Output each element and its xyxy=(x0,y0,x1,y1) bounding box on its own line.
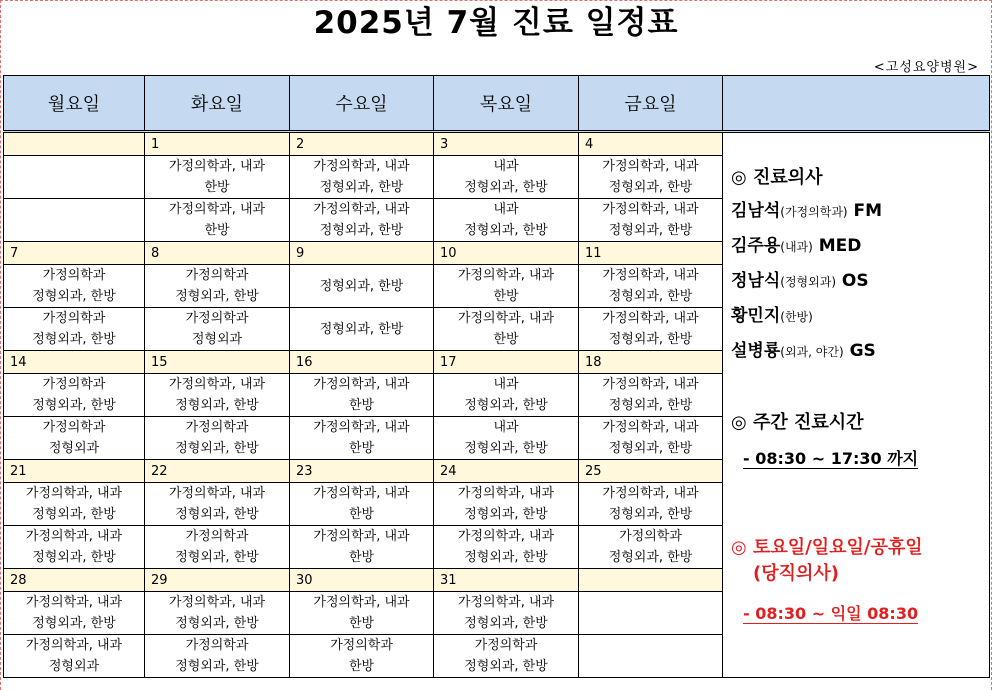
doctor-entry xyxy=(731,199,989,224)
doctor-entry xyxy=(731,339,989,364)
dept-cell-tue: 가정의학과 정형외과 xyxy=(145,308,290,351)
day-header-blank xyxy=(723,76,990,132)
hours-text xyxy=(731,446,989,469)
doctor-entry xyxy=(731,304,989,329)
date-cell-thu: 31 xyxy=(434,569,579,592)
date-cell-thu: 3 xyxy=(434,132,579,156)
dept-cell-tue: 가정의학과, 내과 정형외과, 한방 xyxy=(145,374,290,417)
dept-cell-wed: 가정의학과, 내과 정형외과, 한방 xyxy=(290,199,434,242)
date-cell-tue: 8 xyxy=(145,242,290,265)
dept-cell-thu: 가정의학과, 내과 정형외과, 한방 xyxy=(434,592,579,635)
dept-cell-thu: 가정의학과, 내과 한방 xyxy=(434,265,579,308)
hours-title: ◎ 주간 진료시간 xyxy=(731,412,864,433)
dept-cell-wed: 정형외과, 한방 xyxy=(290,265,434,308)
dept-cell-mon: 가정의학과 정형외과, 한방 xyxy=(4,265,145,308)
dept-cell-wed: 가정의학과, 내과 한방 xyxy=(290,592,434,635)
dept-cell-thu: 가정의학과, 내과 정형외과, 한방 xyxy=(434,526,579,569)
dept-cell-fri: 가정의학과, 내과 정형외과, 한방 xyxy=(579,156,723,199)
date-cell-tue: 15 xyxy=(145,351,290,374)
dept-cell-wed: 가정의학과, 내과 정형외과, 한방 xyxy=(290,156,434,199)
dept-cell-wed: 가정의학과, 내과 한방 xyxy=(290,417,434,460)
day-header-wed: 수요일 xyxy=(290,76,434,132)
dept-cell-tue: 가정의학과 정형외과, 한방 xyxy=(145,635,290,678)
dept-cell-mon xyxy=(4,156,145,199)
dept-cell-tue: 가정의학과 정형외과, 한방 xyxy=(145,526,290,569)
doctor-dept: (내과) xyxy=(780,240,813,254)
weekend-hours-value: - 08:30 ~ 익일 08:30 xyxy=(743,604,919,623)
dept-cell-wed: 가정의학과, 내과 한방 xyxy=(290,526,434,569)
doctor-entry xyxy=(731,234,989,259)
date-cell-thu: 24 xyxy=(434,460,579,483)
date-cell-wed: 23 xyxy=(290,460,434,483)
dept-cell-thu: 가정의학과, 내과 정형외과, 한방 xyxy=(434,483,579,526)
weekend-subtitle: (당직의사) xyxy=(753,563,840,584)
dept-cell-fri xyxy=(579,592,723,635)
doctor-code: OS xyxy=(836,271,869,291)
date-cell-thu: 17 xyxy=(434,351,579,374)
date-cell-fri: 25 xyxy=(579,460,723,483)
date-cell-fri: 11 xyxy=(579,242,723,265)
day-header-tue: 화요일 xyxy=(145,76,290,132)
date-cell-tue: 1 xyxy=(145,132,290,156)
doctor-code: MED xyxy=(812,236,862,256)
doctor-name: 김남석 xyxy=(731,201,781,221)
dept-cell-wed: 정형외과, 한방 xyxy=(290,308,434,351)
dept-cell-fri: 가정의학과, 내과 정형외과, 한방 xyxy=(579,265,723,308)
dept-cell-mon: 가정의학과 정형외과, 한방 xyxy=(4,308,145,351)
schedule-table xyxy=(3,75,990,678)
doctor-entry xyxy=(731,269,989,294)
dept-cell-mon: 가정의학과 정형외과 xyxy=(4,417,145,460)
date-cell-fri xyxy=(579,569,723,592)
weekend-title xyxy=(731,535,989,587)
doctor-name: 김주용 xyxy=(731,236,781,256)
dept-cell-tue: 가정의학과, 내과 정형외과, 한방 xyxy=(145,483,290,526)
weekend-title-text: ◎ 토요일/일요일/공휴일 xyxy=(731,537,923,558)
hospital-name: <고성요양병원> xyxy=(873,60,979,75)
dept-cell-thu: 내과 정형외과, 한방 xyxy=(434,374,579,417)
date-cell-fri: 18 xyxy=(579,351,723,374)
date-cell-wed: 16 xyxy=(290,351,434,374)
date-cell-mon: 7 xyxy=(4,242,145,265)
dept-cell-fri: 가정의학과, 내과 정형외과, 한방 xyxy=(579,308,723,351)
date-cell-wed: 30 xyxy=(290,569,434,592)
date-cell-mon: 21 xyxy=(4,460,145,483)
dept-cell-fri: 가정의학과, 내과 정형외과, 한방 xyxy=(579,483,723,526)
doctors-title: ◎ 진료의사 xyxy=(731,167,823,188)
dept-cell-fri: 가정의학과, 내과 정형외과, 한방 xyxy=(579,374,723,417)
doctor-name: 설병룡 xyxy=(731,341,781,361)
hours-value: - 08:30 ~ 17:30 까지 xyxy=(743,449,919,468)
doctor-dept: (정형외과) xyxy=(780,275,837,289)
dept-cell-mon: 가정의학과, 내과 정형외과, 한방 xyxy=(4,592,145,635)
page-title: 2025년 7월 진료 일정표 xyxy=(313,5,679,41)
dept-cell-fri: 가정의학과, 내과 정형외과, 한방 xyxy=(579,417,723,460)
dept-cell-wed: 가정의학과, 내과 한방 xyxy=(290,483,434,526)
doctor-name: 황민지 xyxy=(731,306,781,326)
dept-cell-tue: 가정의학과, 내과 한방 xyxy=(145,156,290,199)
date-cell-tue: 29 xyxy=(145,569,290,592)
dept-cell-wed: 가정의학과 한방 xyxy=(290,635,434,678)
date-cell-tue: 22 xyxy=(145,460,290,483)
dept-cell-mon: 가정의학과, 내과 정형외과, 한방 xyxy=(4,526,145,569)
dept-cell-fri: 가정의학과, 내과 정형외과, 한방 xyxy=(579,199,723,242)
dept-cell-mon: 가정의학과, 내과 정형외과, 한방 xyxy=(4,483,145,526)
dept-cell-tue: 가정의학과, 내과 한방 xyxy=(145,199,290,242)
dept-cell-thu: 가정의학과 정형외과, 한방 xyxy=(434,635,579,678)
dept-cell-mon: 가정의학과, 내과 정형외과 xyxy=(4,635,145,678)
doctor-code: GS xyxy=(843,341,876,361)
dept-cell-wed: 가정의학과, 내과 한방 xyxy=(290,374,434,417)
doctor-dept: (가정의학과) xyxy=(780,205,848,219)
dept-cell-tue: 가정의학과 정형외과, 한방 xyxy=(145,265,290,308)
date-cell-mon: 14 xyxy=(4,351,145,374)
date-cell-thu: 10 xyxy=(434,242,579,265)
week-date-row xyxy=(4,132,990,156)
day-header-thu: 목요일 xyxy=(434,76,579,132)
doctor-name: 정남식 xyxy=(731,271,781,291)
dept-cell-tue: 가정의학과 정형외과, 한방 xyxy=(145,417,290,460)
date-cell-fri: 4 xyxy=(579,132,723,156)
dept-cell-thu: 내과 정형외과, 한방 xyxy=(434,417,579,460)
date-cell-wed: 9 xyxy=(290,242,434,265)
info-panel xyxy=(723,132,990,678)
doctor-dept: (외과, 야간) xyxy=(780,345,844,359)
dept-cell-thu: 내과 정형외과, 한방 xyxy=(434,199,579,242)
day-header-row xyxy=(4,76,990,132)
dept-cell-thu: 가정의학과, 내과 한방 xyxy=(434,308,579,351)
day-header-mon: 월요일 xyxy=(4,76,145,132)
dept-cell-mon xyxy=(4,199,145,242)
date-cell-wed: 2 xyxy=(290,132,434,156)
dept-cell-mon: 가정의학과 정형외과, 한방 xyxy=(4,374,145,417)
weekend-hours xyxy=(731,601,989,624)
dept-cell-fri xyxy=(579,635,723,678)
dept-cell-thu: 내과 정형외과, 한방 xyxy=(434,156,579,199)
day-header-fri: 금요일 xyxy=(579,76,723,132)
date-cell-mon xyxy=(4,132,145,156)
doctor-code: FM xyxy=(847,201,883,221)
dept-cell-tue: 가정의학과, 내과 정형외과, 한방 xyxy=(145,592,290,635)
date-cell-mon: 28 xyxy=(4,569,145,592)
doctor-dept: (한방) xyxy=(780,310,813,324)
dept-cell-fri: 가정의학과 정형외과, 한방 xyxy=(579,526,723,569)
